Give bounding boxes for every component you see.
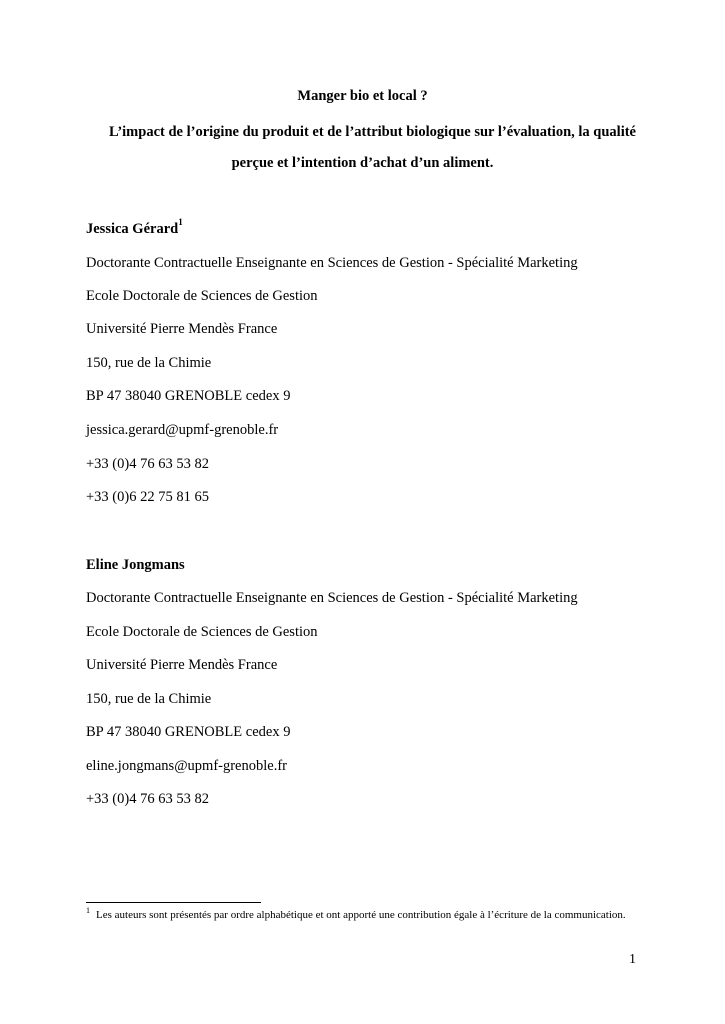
author-phone: +33 (0)6 22 75 81 65 — [86, 489, 209, 505]
author-name-jongmans — [86, 556, 185, 574]
author-affiliation-line: Ecole Doctorale de Sciences de Gestion — [86, 288, 318, 304]
author-address-line: BP 47 38040 GRENOBLE cedex 9 — [86, 388, 291, 404]
author-name-text: Jessica Gérard — [86, 221, 179, 237]
footnote — [86, 908, 638, 923]
page-number: 1 — [629, 952, 636, 967]
author-email: jessica.gerard@upmf-grenoble.fr — [86, 422, 279, 438]
footnote-marker: 1 — [86, 906, 90, 916]
title-line-1: Manger bio et local ? — [297, 88, 428, 104]
author-address-line: BP 47 38040 GRENOBLE cedex 9 — [86, 724, 291, 740]
author-name-text: Eline Jongmans — [86, 557, 185, 573]
author-name-gerard — [86, 217, 183, 238]
author-affiliation-line: Université Pierre Mendès France — [86, 657, 278, 673]
title-line-2: L’impact de l’origine du produit et de l’attribut biologique sur l’évaluation, la qualité — [108, 124, 636, 140]
author-affiliation-line: Université Pierre Mendès France — [86, 321, 278, 337]
footnote-marker: 1 — [178, 217, 183, 228]
author-affiliation-line: Ecole Doctorale de Sciences de Gestion — [86, 624, 318, 640]
author-address-line: 150, rue de la Chimie — [86, 355, 212, 371]
author-affiliation-line: Doctorante Contractuelle Enseignante en Sciences de Gestion - Spécialité Marketing — [86, 590, 578, 606]
footnote-text: Les auteurs sont présentés par ordre alphabétique et ont apporté une contribution égale à l’écriture de la communication. — [96, 909, 626, 921]
author-affiliation-line: Doctorante Contractuelle Enseignante en Sciences de Gestion - Spécialité Marketing — [86, 255, 578, 271]
title-line-3: perçue et l’intention d’achat d’un aliment. — [231, 155, 494, 171]
author-phone: +33 (0)4 76 63 53 82 — [86, 456, 209, 472]
footnote-separator — [86, 902, 261, 903]
author-address-line: 150, rue de la Chimie — [86, 691, 212, 707]
author-email: eline.jongmans@upmf-grenoble.fr — [86, 758, 287, 774]
author-phone: +33 (0)4 76 63 53 82 — [86, 791, 209, 807]
